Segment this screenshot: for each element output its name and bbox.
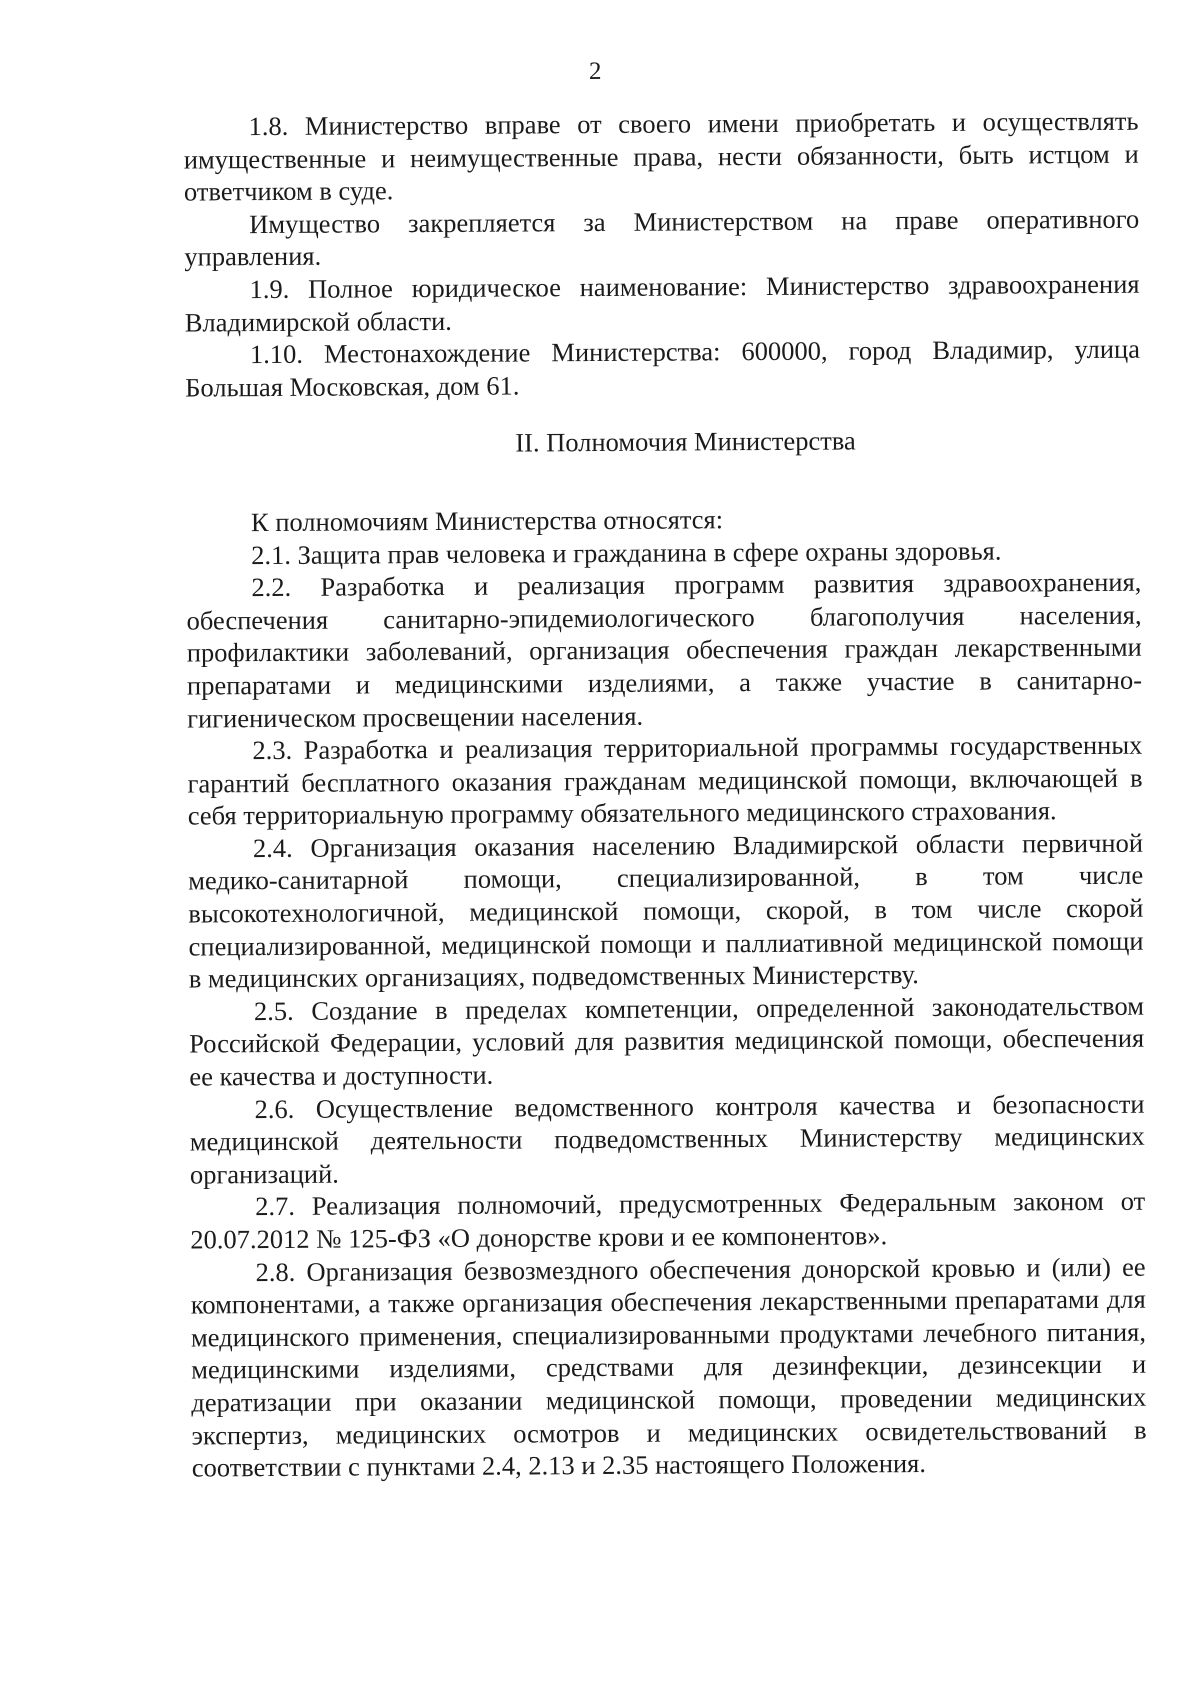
paragraph-2-7: 2.7. Реализация полномочий, предусмотренных Федеральным законом от 20.07.2012 № 125-ФЗ «О донорстве крови и ее компонентов». xyxy=(190,1186,1146,1255)
section-2-title: II. Полномочия Министерства xyxy=(515,425,856,458)
paragraph-2-2: 2.2. Разработка и реализация программ развития здравоохранения, обеспечения санитарно-эпидемиологического благополучия населения, профилактики заболеваний, организация обеспечения граждан лекарственными препаратами и медицинскими изделиями, а также участие в санитарно-гигиеническом просвещении населения. xyxy=(186,566,1143,734)
paragraph-2-6: 2.6. Осуществление ведомственного контроля качества и безопасности медицинской деятельности подведомственных Министерству медицинских организаций. xyxy=(189,1088,1145,1190)
paragraph-1-8: 1.8. Министерство вправе от своего имени приобретать и осуществлять имущественные и неимущественные права, нести обязанности, быть истцом и ответчиком в суде. xyxy=(183,105,1139,207)
paragraph-1-10: 1.10. Местонахождение Министерства: 600000, город Владимир, улица Большая Московская, дом 61. xyxy=(185,333,1141,403)
paragraph-2-1: 2.1. Защита прав человека и гражданина в сфере охраны здоровья. xyxy=(251,535,1002,570)
paragraph-2-4: 2.4. Организация оказания населению Владимирской области первичной медико-санитарной помощи, специализированной, в том числе высокотехнологичной, медицинской помощи, скорой, в том числе скорой специализированной, медицинской помощи и паллиативной медицинской помощи в медицинских организациях, подведомственных Министерству. xyxy=(188,827,1144,994)
paragraph-2-3: 2.3. Разработка и реализация территориальной программы государственных гарантий бесплатного оказания гражданам медицинской помощи, включающей в себя территориальную программу обязательного медицинского страхования. xyxy=(187,729,1143,831)
document-body xyxy=(183,105,1146,1485)
paragraph-1-9: 1.9. Полное юридическое наименование: Министерство здравоохранения Владимирской области. xyxy=(184,268,1140,338)
paragraph-2-5: 2.5. Создание в пределах компетенции, определенной законодательством Российской Федерации, условий для развития медицинской помощи, обеспечения ее качества и доступности. xyxy=(189,990,1145,1092)
paragraph-property: Имущество закрепляется за Министерством на праве оперативного управления. xyxy=(184,203,1140,272)
paragraph-2-8: 2.8. Организация безвозмездного обеспечения донорской кровью и (или) ее компонентами, а также организация обеспечения лекарственными препаратами для медицинского применения, специализированными продуктами лечебного питания, медицинскими изделиями, средствами для дезинфекции, дезинсекции и дератизации при оказании медицинской помощи, проведении медицинских экспертиз, медицинских осмотров и медицинских освидетельствований в соответствии с пунктами 2.4, 2.13 и 2.35 настоящего Положения. xyxy=(190,1251,1147,1483)
paragraph-intro: К полномочиям Министерства относятся: xyxy=(250,504,724,538)
page-number: 2 xyxy=(588,57,602,86)
